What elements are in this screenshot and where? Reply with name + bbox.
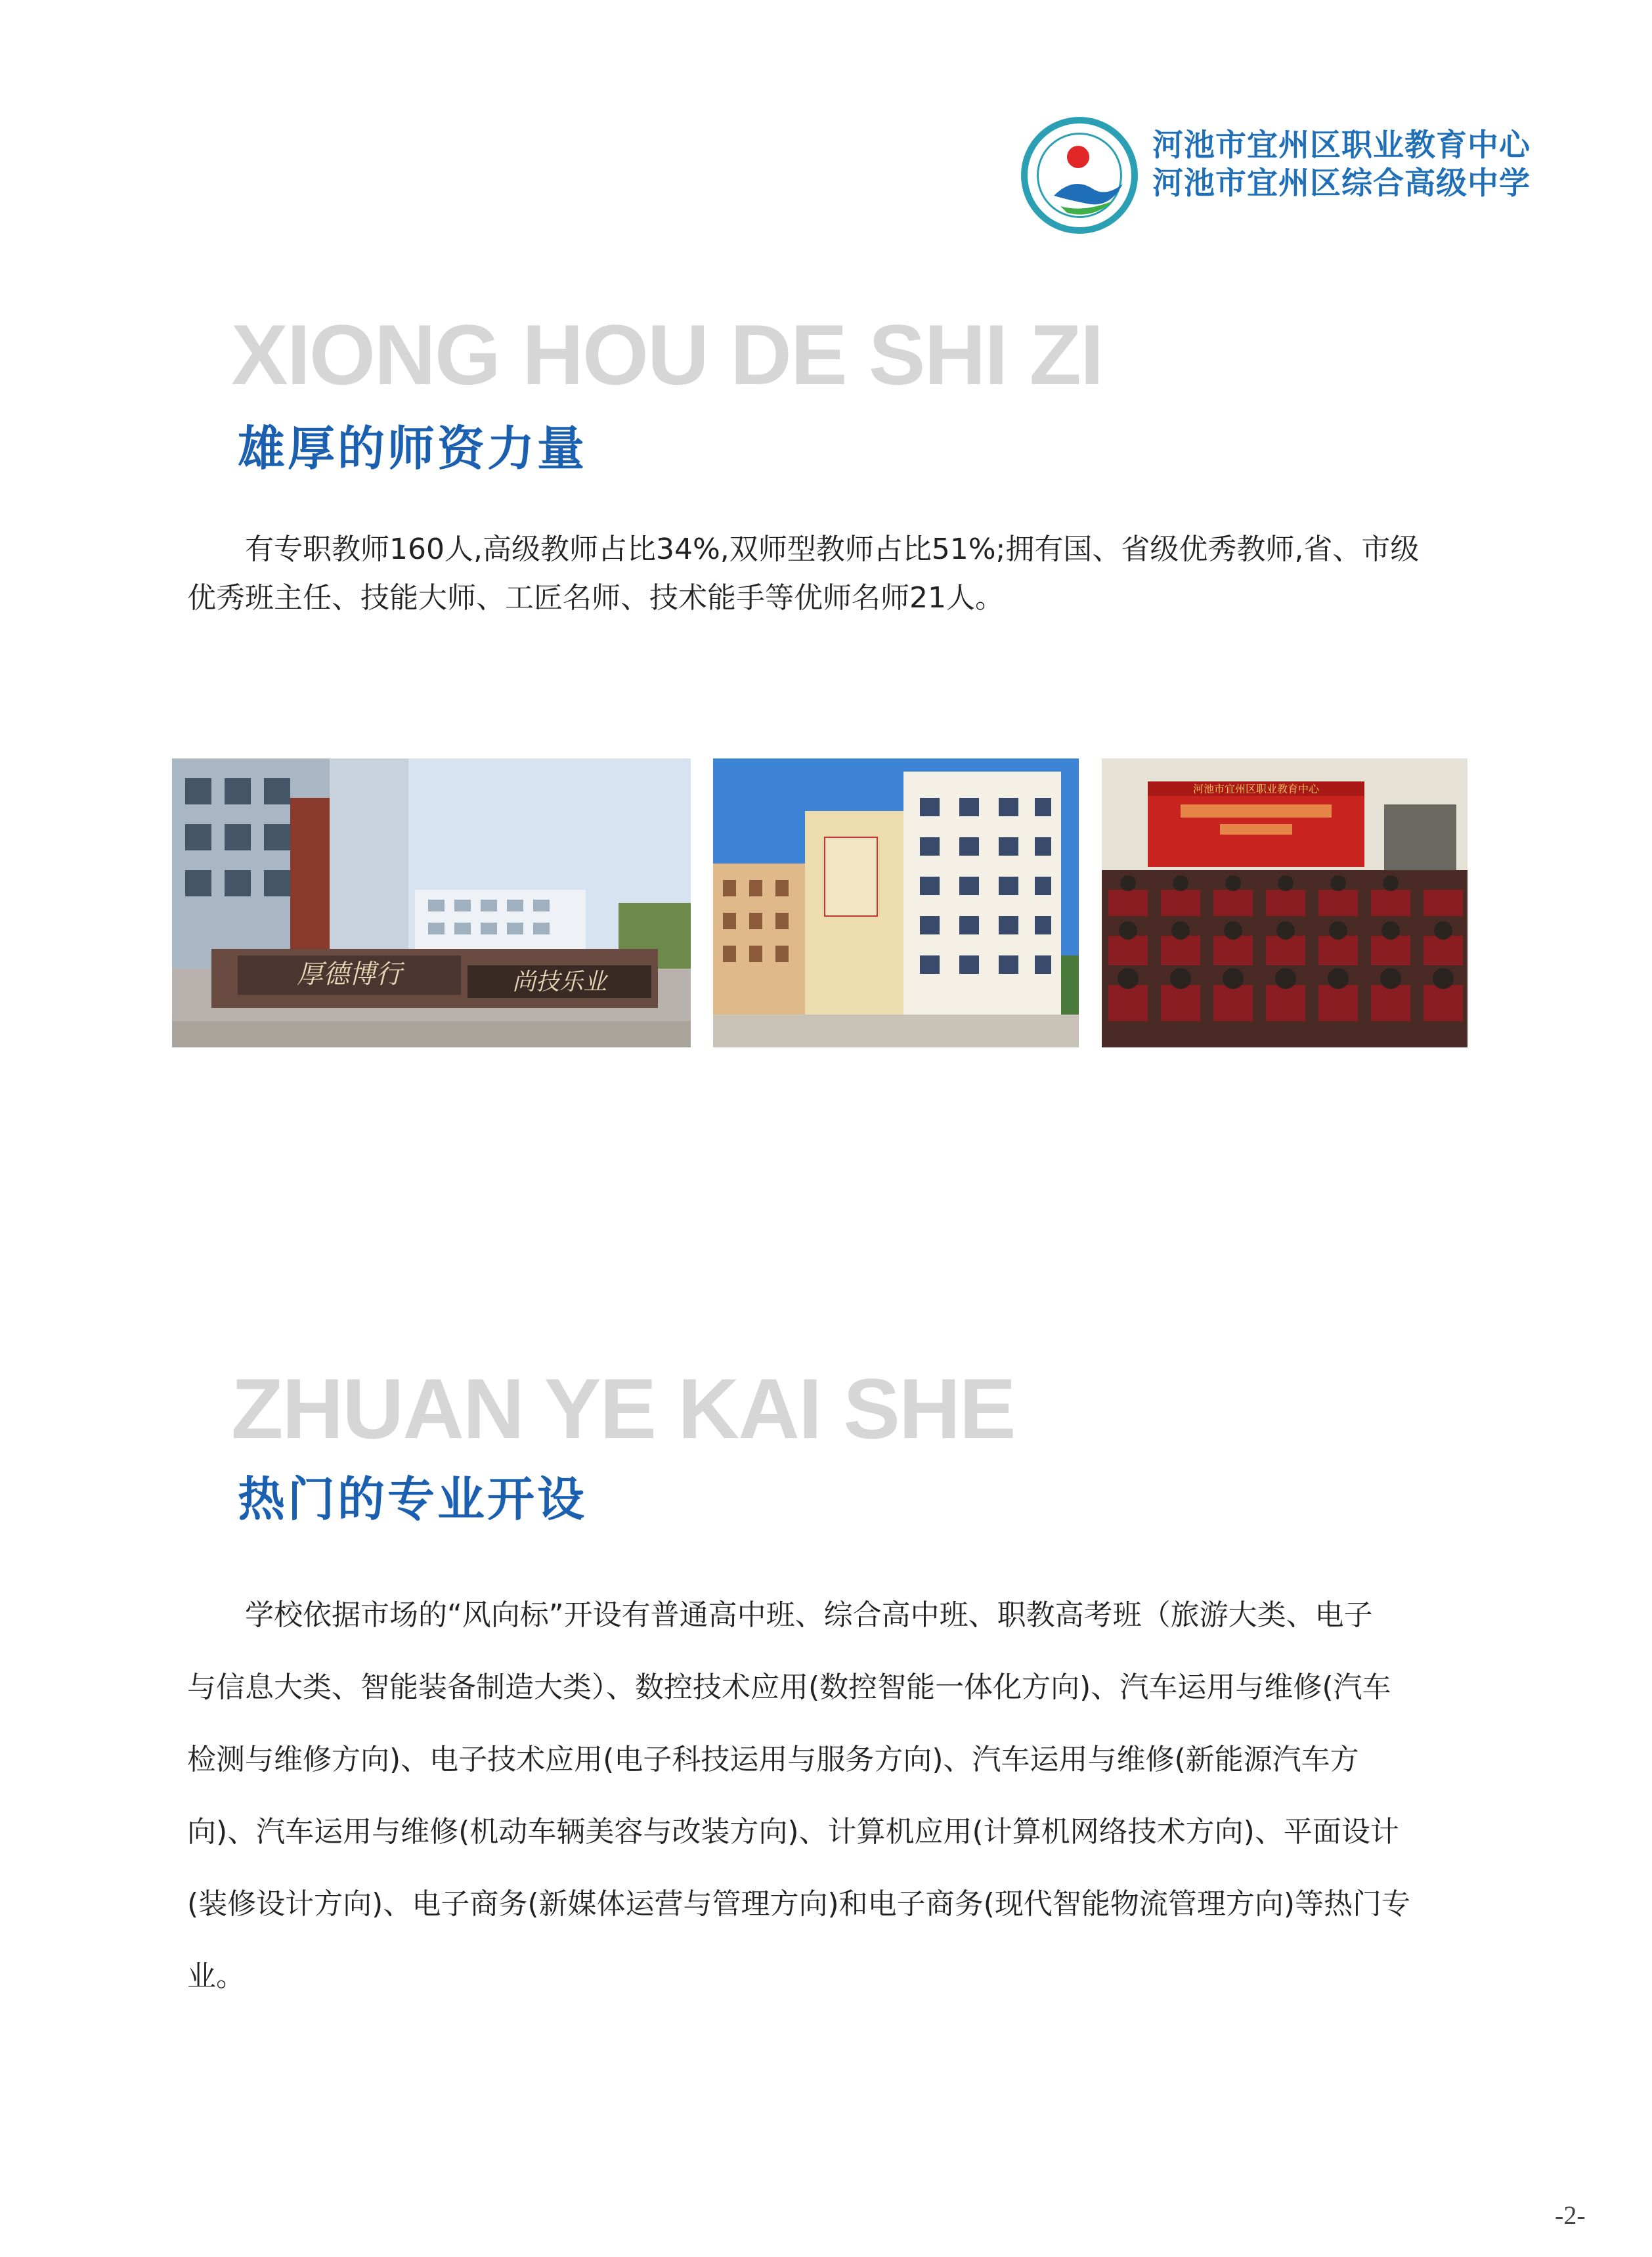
section1-line-1: 有专职教师160人,高级教师占比34%,双师型教师占比51%;拥有国、省级优秀教师,省、市级 bbox=[187, 533, 1420, 566]
section2-line-5: (装修设计方向)、电子商务(新媒体运营与管理方向)和电子商务(现代智能物流管理方向)等热门专 bbox=[187, 1887, 1410, 1921]
school-name-vocational: 河池市宜州区职业教育中心 bbox=[1152, 127, 1531, 164]
section2-line-6: 业。 bbox=[187, 1960, 245, 1993]
photo-meeting-hall bbox=[1102, 758, 1467, 1047]
emblem-swoosh-icon bbox=[1028, 123, 1144, 240]
section1-line-2: 优秀班主任、技能大师、工匠名师、技术能手等优师名师21人。 bbox=[187, 581, 1004, 615]
sign-motto-left: 厚德博行 bbox=[297, 959, 402, 990]
section2-line-3: 检测与维修方向)、电子技术应用(电子科技运用与服务方向)、汽车运用与维修(新能源汽车方 bbox=[187, 1743, 1359, 1776]
sign-motto-right: 尚技乐业 bbox=[511, 969, 607, 996]
school-logo-block bbox=[1021, 110, 1586, 242]
section2-line-4: 向)、汽车运用与维修(机动车辆美容与改装方向)、计算机应用(计算机网络技术方向)、平面设计 bbox=[187, 1815, 1399, 1849]
photo-campus-entrance bbox=[172, 758, 691, 1047]
section2-pinyin-heading: ZHUAN YE KAI SHE bbox=[231, 1361, 1015, 1457]
school-name-highschool: 河池市宜州区综合高级中学 bbox=[1152, 165, 1531, 202]
section1-paragraph bbox=[187, 525, 1494, 623]
page-number: -2- bbox=[1555, 2201, 1586, 2230]
section2-paragraph bbox=[187, 1579, 1494, 2013]
banner-text: 河池市宜州区职业教育中心 bbox=[1192, 783, 1320, 795]
section1-pinyin-heading: XIONG HOU DE SHI ZI bbox=[231, 307, 1103, 403]
section1-title: 雄厚的师资力量 bbox=[238, 421, 588, 476]
section2-title: 热门的专业开设 bbox=[238, 1472, 588, 1527]
school-emblem bbox=[1021, 117, 1138, 234]
section2-line-1: 学校依据市场的“风向标”开设有普通高中班、综合高中班、职教高考班（旅游大类、电子 bbox=[187, 1598, 1373, 1632]
section2-line-2: 与信息大类、智能装备制造大类）、数控技术应用(数控智能一体化方向)、汽车运用与维修(汽车 bbox=[187, 1671, 1391, 1704]
photo-teaching-building bbox=[713, 758, 1079, 1047]
